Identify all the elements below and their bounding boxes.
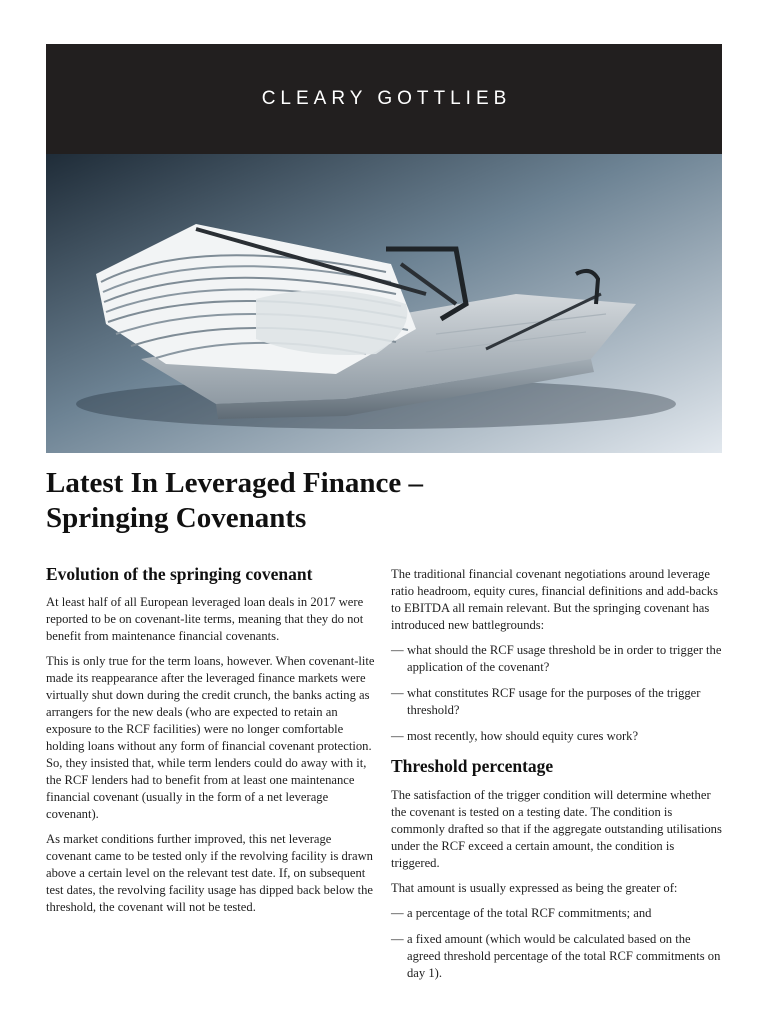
dash-bullet: — xyxy=(391,729,404,743)
left-column xyxy=(46,562,376,924)
list-item: — what constitutes RCF usage for the purposes of the trigger threshold? xyxy=(391,686,701,717)
section-heading-evolution: Evolution of the springing covenant xyxy=(46,564,313,584)
section-heading-threshold: Threshold percentage xyxy=(391,756,554,776)
hero-image xyxy=(46,154,722,453)
dash-bullet: — xyxy=(391,906,404,920)
list-item: — a percentage of the total RCF commitments; and xyxy=(391,906,652,920)
battlegrounds-list xyxy=(391,642,723,745)
dash-bullet: — xyxy=(391,643,404,657)
dash-bullet: — xyxy=(391,932,404,946)
title-line-1: Latest In Leveraged Finance – xyxy=(46,467,423,499)
paragraph: That amount is usually expressed as being the greater of: xyxy=(391,881,678,895)
amount-options-list xyxy=(391,905,723,982)
paragraph: As market conditions further improved, this net leverage covenant came to be tested only if the revolving facility is drawn above a certain level on the relevant test date. If, on subsequent test dates, the revolving facility usage has dipped back below the threshold, the covenant will not be tested. xyxy=(46,832,373,914)
paragraph: The satisfaction of the trigger condition will determine whether the covenant is tested on a testing date. The condition is commonly drafted so that if the aggregate outstanding utilisations under the RCF exceed a certain amount, the condition is triggered. xyxy=(391,788,722,870)
list-item: — most recently, how should equity cures work? xyxy=(391,729,639,743)
right-column xyxy=(391,566,723,991)
paragraph: At least half of all European leveraged loan deals in 2017 were reported to be on covenant-lite terms, meaning that they do not benefit from maintenance financial covenants. xyxy=(46,595,364,643)
paragraph: The traditional financial covenant negotiations around leverage ratio headroom, equity cures, financial definitions and add-backs to EBITDA all remain relevant. But the springing covenant has introduced new battlegrounds: xyxy=(391,567,718,632)
list-item: — what should the RCF usage threshold be in order to trigger the application of the covenant? xyxy=(391,643,722,674)
title-line-2: Springing Covenants xyxy=(46,502,307,534)
paragraph: This is only true for the term loans, however. When covenant-lite made its reappearance after the leveraged finance markets were virtually shut down during the credit crunch, the banks acting as arrangers for the new deals (who are expected to retain an exposure to the RCF facilities) were no longer comfortable holding loans without any form of financial covenant protection. So, they insisted that, while term lenders could do away with it, the RCF lenders had to benefit from at least one maintenance financial covenant (usually in the form of a net leverage covenant). xyxy=(46,654,375,821)
dash-bullet: — xyxy=(391,686,404,700)
header-banner xyxy=(46,44,722,154)
article-title xyxy=(46,466,706,536)
list-item: — a fixed amount (which would be calculated based on the agreed threshold percentage of the total RCF commitments on day 1). xyxy=(391,932,721,980)
brand-logo: CLEARY GOTTLIEB xyxy=(261,88,512,109)
